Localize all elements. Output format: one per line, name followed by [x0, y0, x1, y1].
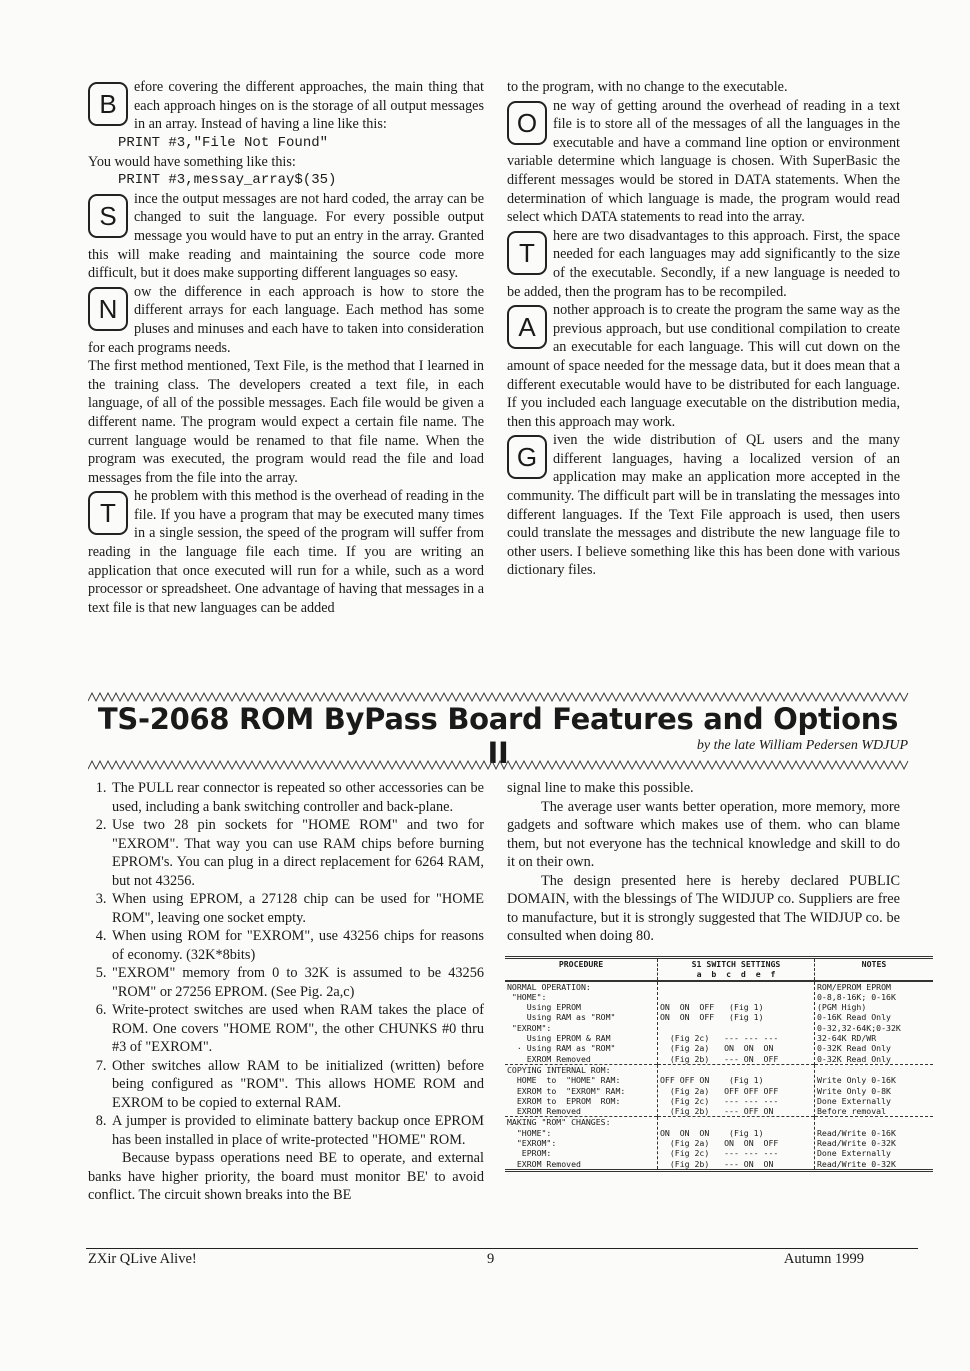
table-row: [505, 1064, 933, 1116]
footer-magazine-name: ZXir QLive Alive!: [88, 1251, 197, 1267]
drop-cap: O: [507, 101, 547, 145]
procedure-cell: COPYING INTERNAL ROM: HOME to "HOME" RAM: EXROM to "EXROM" RAM: EXROM to EPROM ROM: EXROM Removed: [505, 1064, 658, 1116]
code-line-1: PRINT #3,"File Not Found": [118, 135, 329, 151]
paragraph-2: O ne way of getting around the overhead of reading in a text file is to store all of the messages of all the languages in the executable and have a command line option or environment variable determine which language is chosen. With SuperBasic the different messages would be stored in DATA statements. When the determination of which language is made, the program would read select which DATA statements to read into the array.: [507, 97, 900, 226]
drop-cap: B: [88, 82, 128, 126]
article-byline: by the late William Pedersen WDJUP: [696, 738, 908, 753]
list-item: 5. "EXROM" memory from 0 to 32K is assumed to be 43256 "ROM" or 27256 EPROM. (See Pig. 2a,c): [110, 964, 484, 1001]
header-notes: NOTES: [815, 959, 934, 981]
header-procedure: PROCEDURE: [505, 959, 658, 981]
article1-column-right: [507, 78, 900, 580]
feature-list: [88, 779, 484, 1149]
article2-column-right: [507, 779, 900, 946]
notes-cell: Read/Write 0-16K Read/Write 0-32K Done Externally Read/Write 0-32K: [815, 1117, 934, 1169]
footer-page-number: 9: [487, 1251, 495, 1267]
paragraph-1: B efore covering the different approaches, the main thing that each approach hinges on is the storage of all output messages in an array. Instead of having a line like this:: [88, 78, 484, 134]
list-item: 1. The PULL rear connector is repeated so other accessories can be used, including a bank switching controller and back-plane.: [110, 779, 484, 816]
switch-cell: OFF OFF ON (Fig 1) (Fig 2a) OFF OFF OFF (Fig 2c) --- --- --- (Fig 2b) --- OFF ON: [658, 1064, 815, 1116]
drop-cap: T: [88, 491, 128, 535]
table-row: [505, 981, 933, 1065]
article-title: TS-2068 ROM ByPass Board Features and Options II: [97, 702, 899, 770]
paragraph-1: signal line to make this possible.: [507, 780, 694, 796]
paragraph-2: You would have something like this:: [88, 153, 296, 170]
footer-issue-date: Autumn 1999: [783, 1251, 864, 1267]
paragraph-5: G iven the wide distribution of QL users and the many different languages, having a localized version of an application may make an application more accepted in the community. The difficult part will be in translating the messages into different languages. If the Text File approach is used, then users could translate the messages and distribute the new language file to other users. I believe something like this has been done with various dictionary files.: [507, 432, 900, 579]
paragraph-3: The design presented here is hereby declared PUBLIC DOMAIN, with the blessings of The WIDJUP co. Suppliers are free to manufacture, but it is strongly suggested that The WIDJUP co. be consulted when doing 80.: [507, 872, 900, 944]
paragraph-3: S ince the output messages are not hard coded, the array can be changed to suit the language. For every possible output message you would have to put an entry in the array. Granted this will make reading and maintaining the source code more difficult, but it does make supporting different languages so easy.: [88, 190, 484, 282]
switch-cell: ON ON OFF (Fig 1) ON ON OFF (Fig 1) (Fig 2c) --- --- --- (Fig 2a) ON ON ON (Fig 2b) --- ON OFF: [658, 981, 815, 1065]
paragraph-1: to the program, with no change to the executable.: [507, 79, 788, 95]
paragraph-4: N ow the difference in each approach is how to store the different arrays for each language. Each method has some pluses and minuses and each have to taken into consideration for each programs needs.: [88, 283, 484, 356]
paragraph-2: The average user wants better operation, more memory, more gadgets and software which makes use of them. who can blame them, but not everyone has the technical knowledge and skill to do it on their own.: [507, 798, 900, 870]
footer-rule: [86, 1248, 918, 1249]
list-item: 3. When using EPROM, a 27128 chip can be used for "HOME ROM", leaving one socket empty.: [110, 890, 484, 927]
table-header-row: [505, 959, 933, 981]
paragraph-6: T he problem with this method is the overhead of reading in the file. If you have a program that may be executed many times in a single session, the speed of the program will suffer from reading in the language file each time. If you are writing an application that once executed will run for a while, such as a word processor or spreadsheet. One advantage of having that messages in a text file is that new languages can be added: [88, 488, 484, 616]
switch-cell: ON ON ON (Fig 1) (Fig 2a) ON ON OFF (Fig 2c) --- --- --- (Fig 2b) --- ON ON: [658, 1117, 815, 1169]
list-item: 8. A jumper is provided to eliminate battery backup once EPROM has been installed in place of write-protected "HOME" ROM.: [110, 1112, 484, 1149]
procedure-cell: MAKING "ROM" CHANGES: "HOME": "EXROM": EPROM: EXROM Removed: [505, 1117, 658, 1169]
zigzag-divider-top: [88, 692, 910, 702]
list-item: 4. When using ROM for "EXROM", use 43256 chips for reasons of economy. (32K*8bits): [110, 927, 484, 964]
list-item: 2. Use two 28 pin sockets for "HOME ROM" and two for "EXROM". That way you can use RAM chips before burning EPROM's. You can plug in a direct replacement for 6264 RAM, but not 43256.: [110, 816, 484, 890]
paragraph-3: T here are two disadvantages to this approach. First, the space needed for each languages may add significantly to the size of the executable. Secondly, if a new language is needed to be added, then the program has to be recompiled.: [507, 227, 900, 300]
header-switch-settings: S1 SWITCH SETTINGS a b c d e f: [658, 959, 815, 981]
paragraph-4: A nother approach is to create the program the same way as the previous approach, but use conditional compilation to create an executable for each language. This will cut down on the amount of space needed for the message data, but it does mean that a different executable would have to be distributed for each language. If you included each language executable on the distribution media, then this approach may work.: [507, 302, 900, 430]
drop-cap: G: [507, 435, 547, 479]
table-row: [505, 1117, 933, 1169]
paragraph-5: The first method mentioned, Text File, is the method that I learned in the training class. The developers created a text file, in each language, of all of the possible messages. Each file would be given a different name. The program would expect a certain file name. The current language would be renamed to that file name. When the program was executed, the program would read the file and load messages from the file into the array.: [88, 358, 484, 486]
list-item: 6. Write-protect switches are used when RAM takes the place of ROM. One covers "HOME ROM", the other CHUNKS #0 thru #3 of "EXROM".: [110, 1001, 484, 1057]
zigzag-divider-bottom: [88, 760, 910, 770]
article1-column-left: [88, 78, 484, 617]
list-item: 7. Other switches allow RAM to be initialized (written) before being configured as "ROM". This allows HOME ROM and EXROM to be copied to external RAM.: [110, 1057, 484, 1113]
notes-cell: ROM/EPROM EPROM 0-8,8-16K; 0-16K (PGM High) 0-16K Read Only 0-32,32-64K;0-32K 32-64K RD/WR 0-32K Read Only 0-32K Read Only: [815, 981, 934, 1065]
procedure-cell: NORMAL OPERATION: "HOME": Using EPROM Using RAM as "ROM" "EXROM": Using EPROM & RAM · Using RAM as "ROM" EXROM Removed: [505, 981, 658, 1065]
switch-settings-table: [505, 956, 933, 1172]
drop-cap: S: [88, 194, 128, 238]
drop-cap: N: [88, 287, 128, 331]
article2-column-left: [88, 779, 484, 1205]
paragraph-after-list: Because bypass operations need BE to operate, and external banks have higher priority, the board must monitor BE' to avoid conflict. The circuit shown breaks into the BE: [88, 1150, 484, 1203]
drop-cap: T: [507, 231, 547, 275]
code-line-2: PRINT #3,messay_array$(35): [118, 172, 337, 189]
drop-cap: A: [507, 305, 547, 349]
notes-cell: Write Only 0-16K Write Only 0-8K Done Externally Before removal: [815, 1064, 934, 1116]
